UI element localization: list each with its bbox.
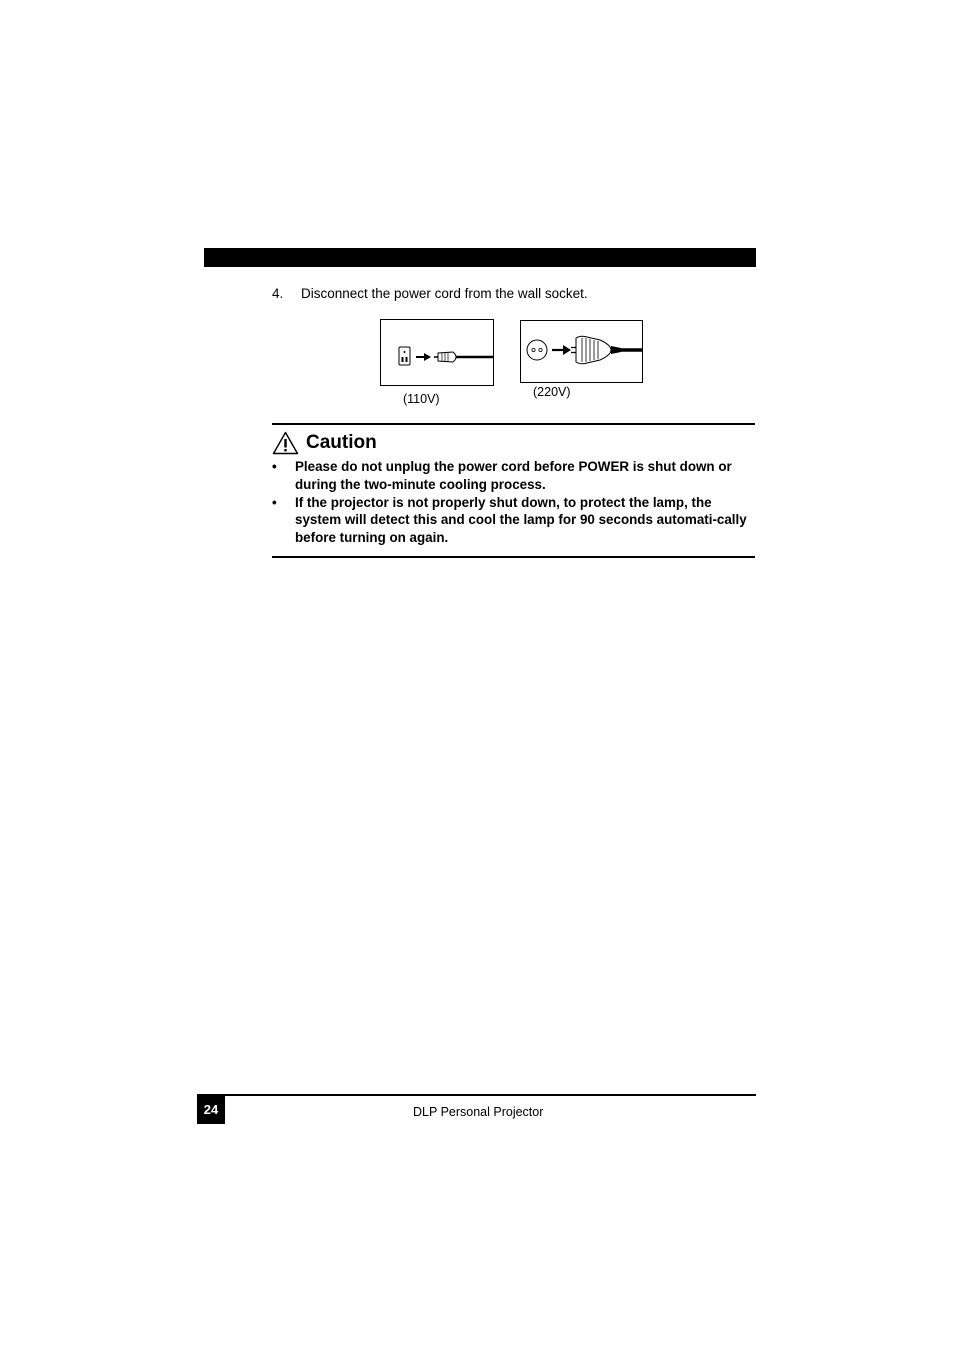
footer-rule [225, 1094, 756, 1096]
step-number: 4. [272, 286, 284, 301]
caution-list [272, 458, 757, 547]
footer-title: DLP Personal Projector [413, 1105, 544, 1119]
warning-triangle-icon [272, 431, 299, 455]
caution-item: • Please do not unplug the power cord before POWER is shut down or during the two-minute cooling process. [272, 459, 732, 492]
header-bar [204, 248, 756, 267]
step-text: Disconnect the power cord from the wall socket. [301, 286, 588, 301]
caution-top-rule [272, 423, 755, 425]
plug-220v-illustration [521, 321, 642, 382]
caution-bottom-rule [272, 556, 755, 558]
caution-item-text: If the projector is not properly shut down, to protect the lamp, the system will detect this and cool the lamp for 90 seconds automati-cally before turning on again. [295, 494, 747, 545]
caution-item-text: Please do not unplug the power cord before POWER is shut down or during the two-minute cooling process. [295, 459, 732, 492]
step-4 [272, 286, 588, 301]
figure-220v-unplug [520, 320, 643, 383]
caution-item: • If the projector is not properly shut down, to protect the lamp, the system will detect this and cool the lamp for 90 seconds automati-cally before turning on again. [272, 494, 747, 545]
caution-heading [272, 429, 377, 457]
plug-110v-illustration [381, 320, 493, 385]
page-number: 24 [197, 1094, 225, 1124]
caution-title: Caution [306, 432, 377, 453]
caption-220v: (220V) [533, 385, 571, 399]
caption-110v: (110V) [403, 392, 440, 406]
figure-110v-unplug [380, 319, 494, 386]
